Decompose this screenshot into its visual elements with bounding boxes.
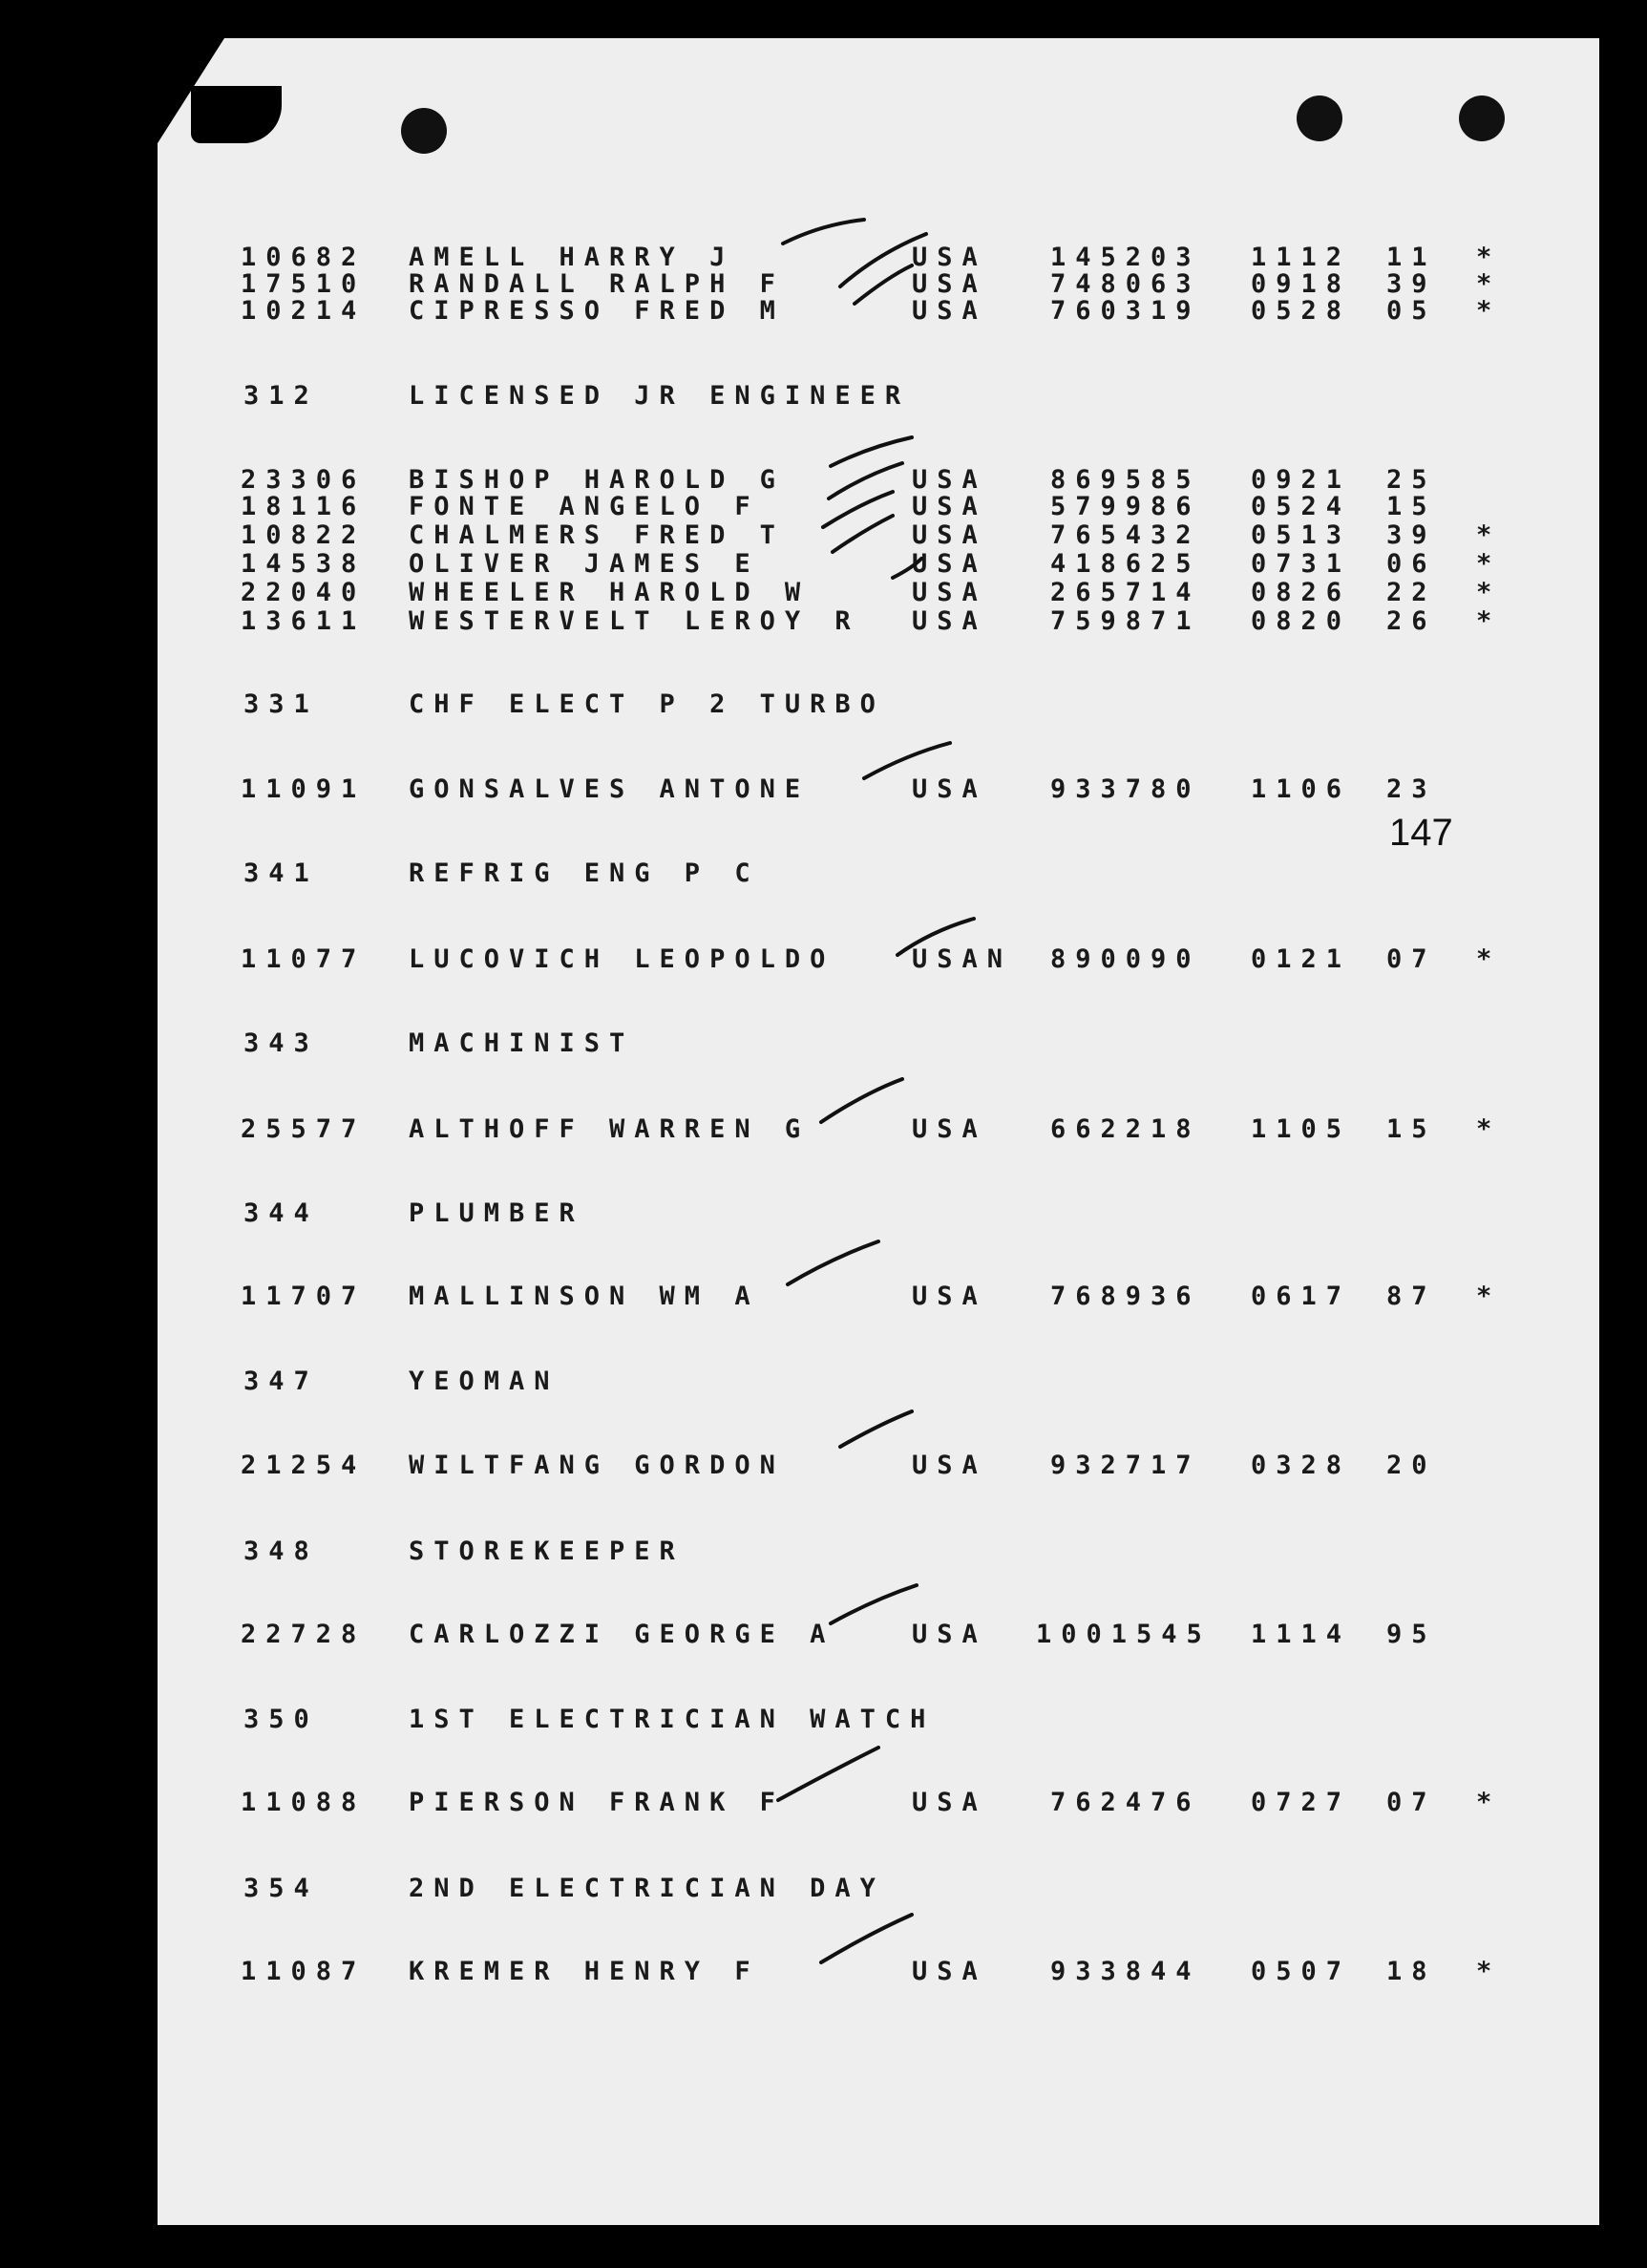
entry-name: RANDALL RALPH F [409, 269, 785, 299]
entry-number: 933780 [1050, 774, 1201, 804]
entry-value: 22 [1386, 578, 1437, 607]
rating-code: 350 [243, 1705, 319, 1734]
rating-title: 2ND ELECTRICIAN DAY [409, 1874, 885, 1903]
entry-number: 933844 [1050, 1957, 1201, 1986]
entry-number: 760319 [1050, 296, 1201, 326]
entry-name: WILTFANG GORDON [409, 1451, 785, 1480]
entry-id: 10214 [241, 296, 367, 326]
entry-name: MALLINSON WM A [409, 1282, 760, 1311]
rating-title: MACHINIST [409, 1028, 635, 1058]
entry-nationality: USA [912, 1957, 987, 1986]
entry-name: AMELL HARRY J [409, 243, 735, 272]
entry-mark: * [1476, 549, 1502, 579]
entry-date: 0820 [1251, 606, 1352, 636]
entry-number: 579986 [1050, 492, 1201, 521]
entry-nationality: USA [912, 1114, 987, 1144]
entry-nationality: USA [912, 243, 987, 272]
punch-hole [1459, 95, 1505, 141]
entry-name: WHEELER HAROLD W [409, 578, 811, 607]
entry-nationality: USA [912, 578, 987, 607]
entry-date: 0524 [1251, 492, 1352, 521]
entry-number: 759871 [1050, 606, 1201, 636]
entry-id: 23306 [241, 465, 367, 495]
entry-date: 0121 [1251, 944, 1352, 974]
rating-code: 343 [243, 1028, 319, 1058]
entry-name: CARLOZZI GEORGE A [409, 1620, 835, 1649]
rating-code: 347 [243, 1367, 319, 1396]
entry-date: 1105 [1251, 1114, 1352, 1144]
entry-number: 765432 [1050, 520, 1201, 550]
entry-date: 0617 [1251, 1282, 1352, 1311]
entry-nationality: USA [912, 1788, 987, 1817]
entry-value: 23 [1386, 774, 1437, 804]
entry-nationality: USA [912, 269, 987, 299]
entry-number: 869585 [1050, 465, 1201, 495]
entry-value: 39 [1386, 269, 1437, 299]
entry-mark: * [1476, 520, 1502, 550]
entry-date: 0918 [1251, 269, 1352, 299]
entry-number: 662218 [1050, 1114, 1201, 1144]
rating-title: 1ST ELECTRICIAN WATCH [409, 1705, 936, 1734]
entry-name: WESTERVELT LEROY R [409, 606, 860, 636]
entry-value: 06 [1386, 549, 1437, 579]
entry-value: 95 [1386, 1620, 1437, 1649]
rating-code: 341 [243, 858, 319, 888]
entry-id: 17510 [241, 269, 367, 299]
entry-nationality: USA [912, 1282, 987, 1311]
entry-id: 18116 [241, 492, 367, 521]
entry-name: LUCOVICH LEOPOLDO [409, 944, 835, 974]
entry-id: 11091 [241, 774, 367, 804]
entry-mark: * [1476, 944, 1502, 974]
entry-nationality: USA [912, 520, 987, 550]
page-number: 147 [1389, 812, 1453, 854]
entry-mark: * [1476, 606, 1502, 636]
entry-id: 13611 [241, 606, 367, 636]
entry-number: 768936 [1050, 1282, 1201, 1311]
entry-nationality: USA [912, 492, 987, 521]
entry-number: 1001545 [1036, 1620, 1212, 1649]
entry-mark: * [1476, 1282, 1502, 1311]
entry-number: 890090 [1050, 944, 1201, 974]
entry-mark: * [1476, 578, 1502, 607]
entry-nationality: USA [912, 296, 987, 326]
entry-name: FONTE ANGELO F [409, 492, 760, 521]
entry-date: 0731 [1251, 549, 1352, 579]
entry-value: 26 [1386, 606, 1437, 636]
rating-title: YEOMAN [409, 1367, 560, 1396]
entry-id: 25577 [241, 1114, 367, 1144]
entry-id: 21254 [241, 1451, 367, 1480]
entry-id: 11707 [241, 1282, 367, 1311]
entry-nationality: USAN [912, 944, 1013, 974]
entry-value: 87 [1386, 1282, 1437, 1311]
entry-mark: * [1476, 1957, 1502, 1986]
entry-name: CIPRESSO FRED M [409, 296, 785, 326]
entry-mark: * [1476, 243, 1502, 272]
entry-mark: * [1476, 269, 1502, 299]
entry-name: PIERSON FRANK F [409, 1788, 785, 1817]
rating-title: REFRIG ENG P C [409, 858, 760, 888]
entry-date: 1106 [1251, 774, 1352, 804]
entry-date: 1112 [1251, 243, 1352, 272]
rating-title: CHF ELECT P 2 TURBO [409, 689, 885, 719]
rating-code: 331 [243, 689, 319, 719]
entry-mark: * [1476, 296, 1502, 326]
entry-number: 418625 [1050, 549, 1201, 579]
entry-nationality: USA [912, 774, 987, 804]
entry-value: 11 [1386, 243, 1437, 272]
entry-id: 22040 [241, 578, 367, 607]
rating-code: 348 [243, 1537, 319, 1566]
entry-date: 0921 [1251, 465, 1352, 495]
entry-value: 39 [1386, 520, 1437, 550]
entry-date: 0507 [1251, 1957, 1352, 1986]
entry-name: OLIVER JAMES E [409, 549, 760, 579]
entry-id: 11087 [241, 1957, 367, 1986]
entry-value: 20 [1386, 1451, 1437, 1480]
entry-number: 265714 [1050, 578, 1201, 607]
rating-title: PLUMBER [409, 1198, 584, 1228]
entry-value: 18 [1386, 1957, 1437, 1986]
entry-id: 11088 [241, 1788, 367, 1817]
entry-value: 07 [1386, 1788, 1437, 1817]
entry-value: 15 [1386, 492, 1437, 521]
rating-title: STOREKEEPER [409, 1537, 685, 1566]
rating-code: 312 [243, 381, 319, 411]
entry-nationality: USA [912, 465, 987, 495]
entry-nationality: USA [912, 1451, 987, 1480]
entry-date: 0513 [1251, 520, 1352, 550]
entry-date: 0727 [1251, 1788, 1352, 1817]
entry-value: 07 [1386, 944, 1437, 974]
entry-name: KREMER HENRY F [409, 1957, 760, 1986]
entry-id: 11077 [241, 944, 367, 974]
entry-id: 22728 [241, 1620, 367, 1649]
entry-nationality: USA [912, 549, 987, 579]
entry-date: 1114 [1251, 1620, 1352, 1649]
punch-hole [1297, 95, 1342, 141]
entry-number: 145203 [1050, 243, 1201, 272]
entry-id: 14538 [241, 549, 367, 579]
entry-number: 762476 [1050, 1788, 1201, 1817]
entry-nationality: USA [912, 606, 987, 636]
rating-code: 354 [243, 1874, 319, 1903]
entry-value: 15 [1386, 1114, 1437, 1144]
entry-value: 05 [1386, 296, 1437, 326]
entry-id: 10682 [241, 243, 367, 272]
entry-name: BISHOP HAROLD G [409, 465, 785, 495]
entry-name: GONSALVES ANTONE [409, 774, 811, 804]
entry-mark: * [1476, 1114, 1502, 1144]
entry-nationality: USA [912, 1620, 987, 1649]
entry-name: ALTHOFF WARREN G [409, 1114, 811, 1144]
entry-id: 10822 [241, 520, 367, 550]
entry-name: CHALMERS FRED T [409, 520, 785, 550]
punch-hole [401, 108, 447, 154]
rating-title: LICENSED JR ENGINEER [409, 381, 911, 411]
entry-date: 0826 [1251, 578, 1352, 607]
entry-number: 932717 [1050, 1451, 1201, 1480]
entry-date: 0328 [1251, 1451, 1352, 1480]
entry-number: 748063 [1050, 269, 1201, 299]
rating-code: 344 [243, 1198, 319, 1228]
entry-mark: * [1476, 1788, 1502, 1817]
entry-date: 0528 [1251, 296, 1352, 326]
entry-value: 25 [1386, 465, 1437, 495]
